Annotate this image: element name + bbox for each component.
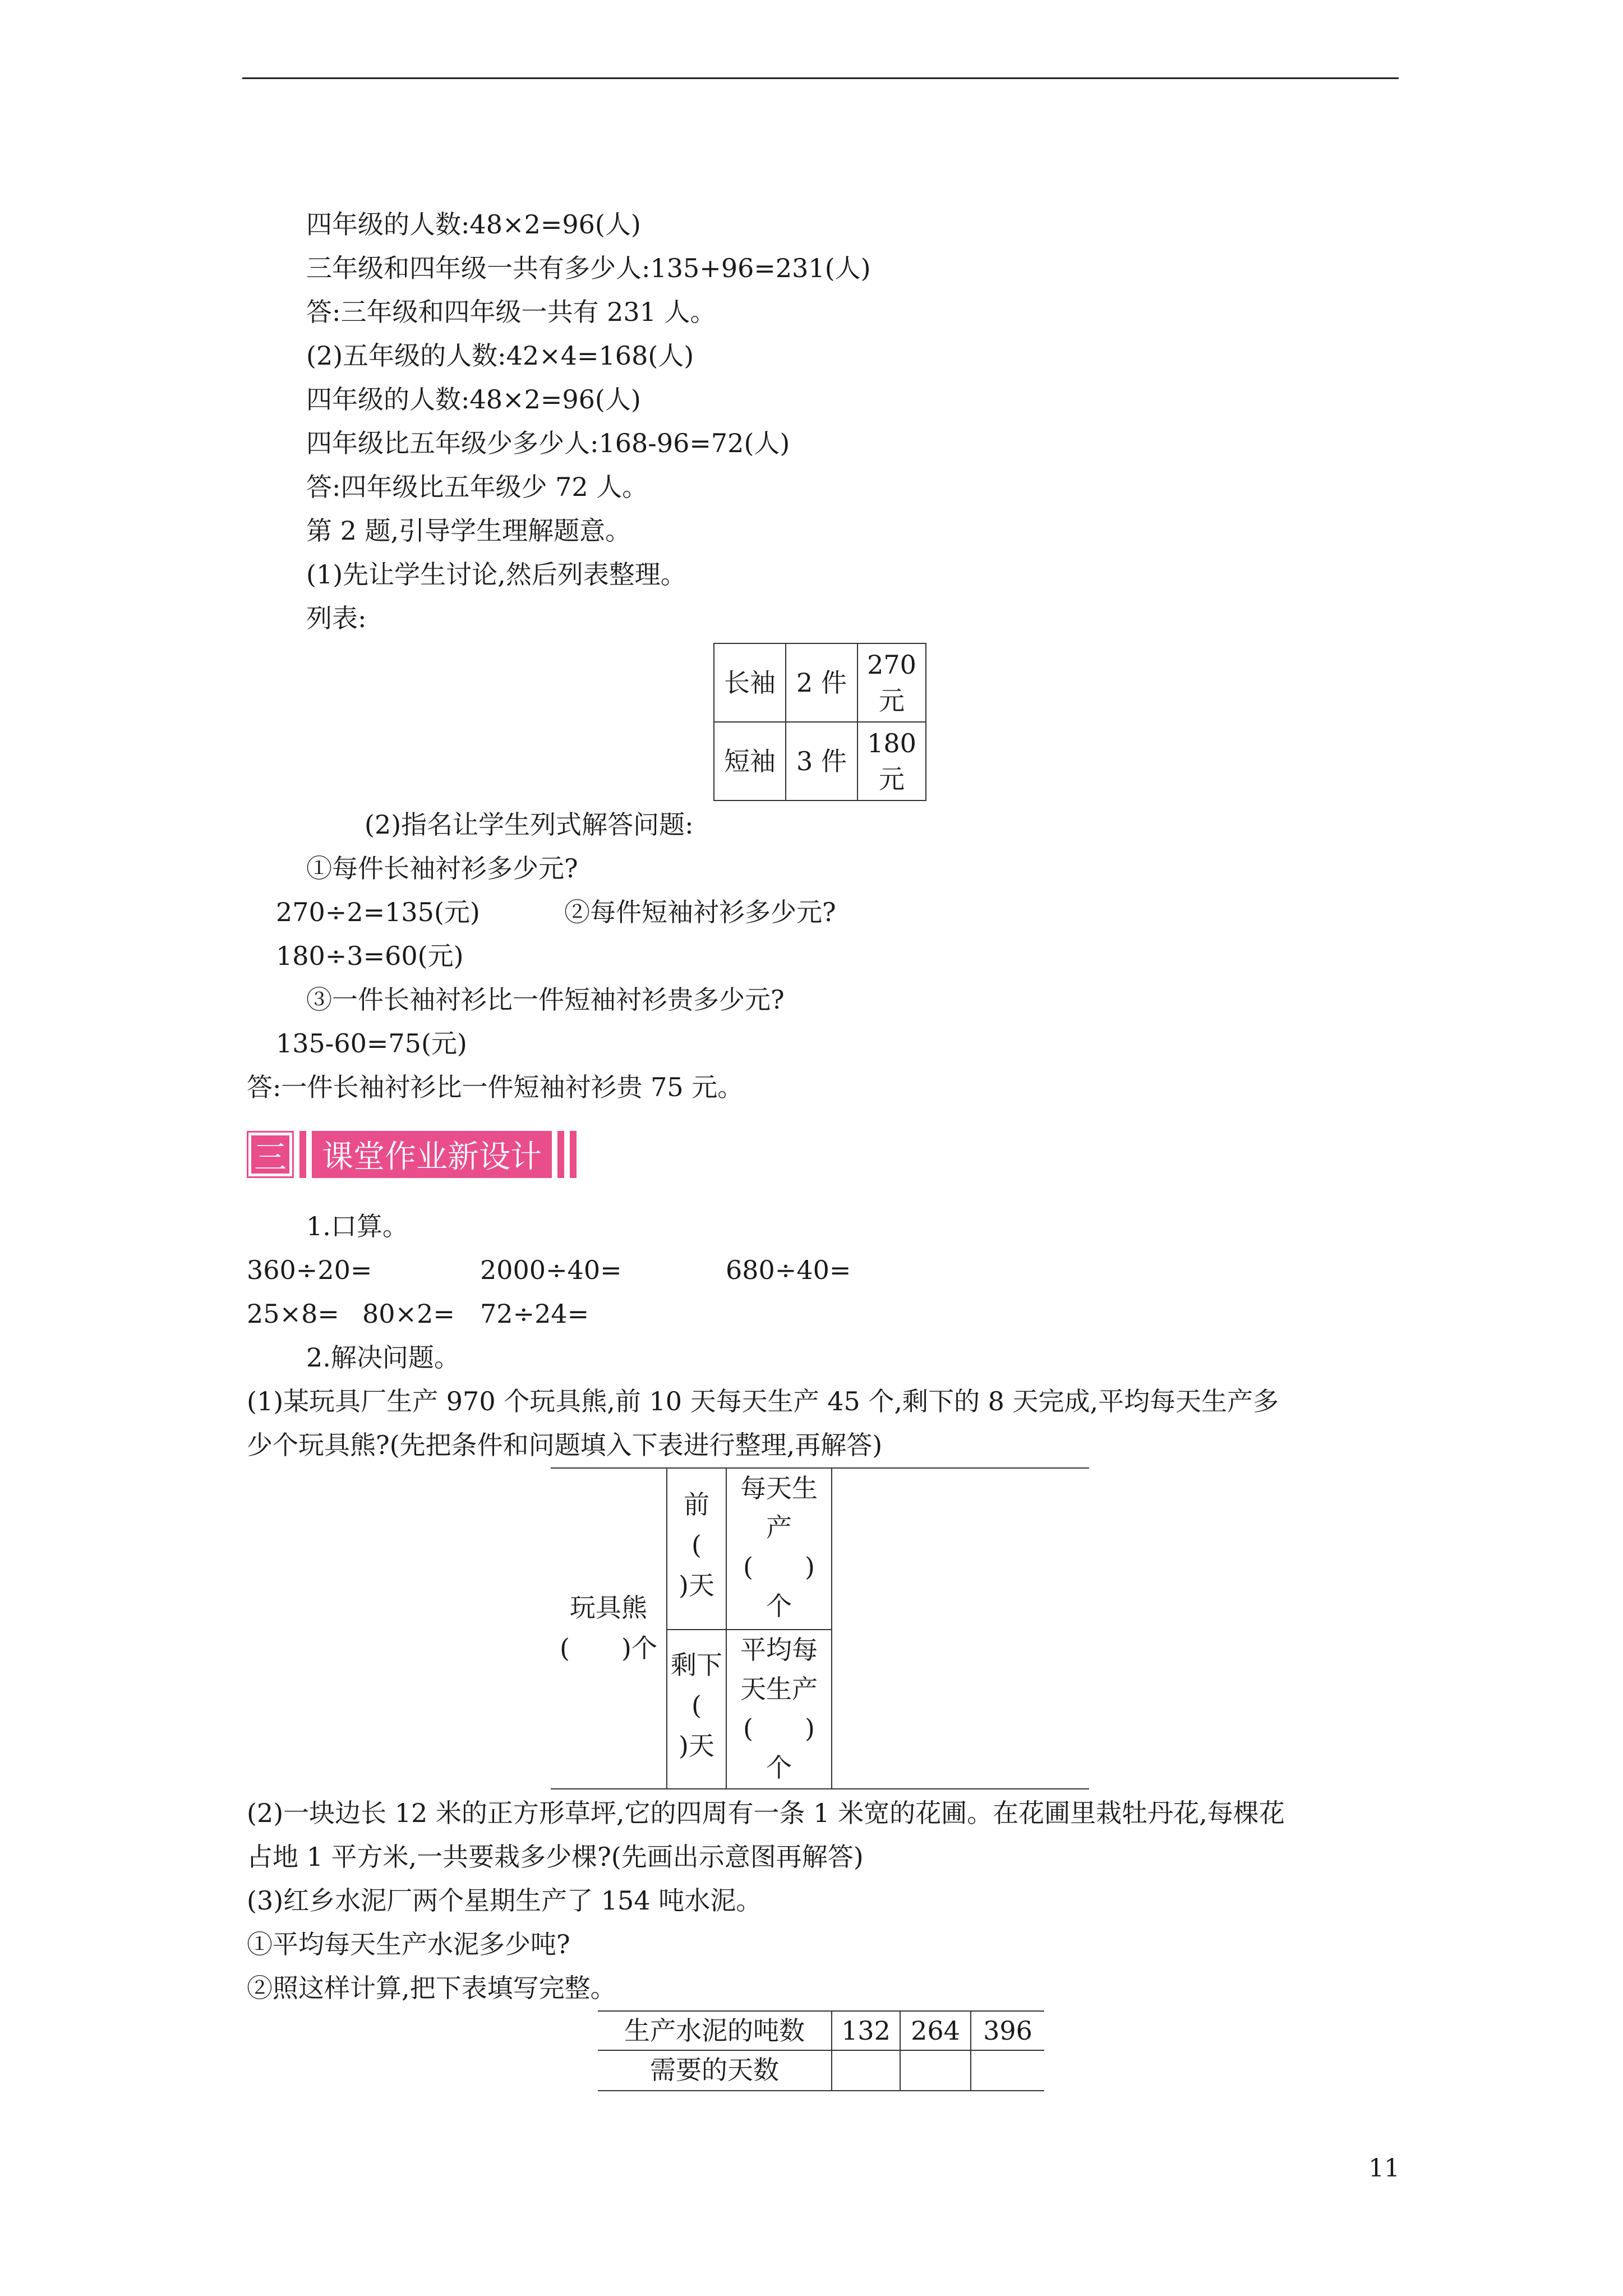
text-line: ③一件长袖衬衫比一件短袖衬衫贵多少元?	[306, 984, 785, 1015]
section-number: 三	[247, 1131, 294, 1178]
sleeve-table	[713, 643, 926, 801]
text-line: (2)指名让学生列式解答问题:	[365, 809, 694, 840]
calc-item: 25×8=	[247, 1299, 339, 1329]
text-line: 四年级的人数:48×2=96(人)	[306, 209, 641, 240]
table-cell: 短袖	[714, 722, 786, 800]
first-days-cell: 前 ( )天	[679, 1489, 714, 1600]
calc-item: 360÷20=	[247, 1255, 372, 1285]
calc-item: 72÷24=	[480, 1299, 589, 1329]
table-cell: 264	[911, 2016, 960, 2046]
table-cell: 2 件	[786, 643, 857, 722]
section-title: 课堂作业新设计	[312, 1131, 552, 1178]
page-number: 11	[1368, 2154, 1400, 2183]
average-output-cell: 平均每 天生产 ( ) 个	[740, 1635, 818, 1783]
text-line: (2)五年级的人数:42×4=168(人)	[306, 341, 694, 371]
text-line: ①平均每天生产水泥多少吨?	[247, 1929, 570, 1959]
banner-stripe	[299, 1131, 306, 1178]
text-line: 列表:	[306, 603, 367, 633]
text-line: (3)红乡水泥厂两个星期生产了 154 吨水泥。	[247, 1885, 762, 1916]
table-row	[714, 643, 926, 722]
text-line: ①每件长袖衬衫多少元?	[306, 853, 578, 884]
cement-table	[598, 2010, 1044, 2091]
text-line: 三年级和四年级一共有多少人:135+96=231(人)	[306, 253, 871, 283]
table-row	[714, 722, 926, 800]
text-line: 180÷3=60(元)	[276, 941, 464, 971]
text-line: (2)一块边长 12 米的正方形草坪,它的四周有一条 1 米宽的花圃。在花圃里栽牡丹花,每棵花	[247, 1798, 1285, 1828]
table-cell: 3 件	[786, 722, 857, 800]
calc-item: 80×2=	[362, 1299, 455, 1329]
table-rule	[598, 2090, 1044, 2091]
section-banner	[247, 1131, 577, 1178]
table-rule	[831, 1467, 832, 1789]
text-line: 1.口算。	[306, 1211, 408, 1241]
text-line: ②每件短袖衬衫多少元?	[564, 897, 836, 927]
toy-bear-label: 玩具熊 ( )个	[560, 1593, 657, 1663]
text-line: (1)先让学生讨论,然后列表整理。	[306, 559, 686, 590]
toy-bear-table	[551, 1467, 1089, 1789]
text-line: 135-60=75(元)	[276, 1028, 467, 1059]
text-line: 占地 1 平方米,一共要栽多少棵?(先画出示意图再解答)	[247, 1842, 864, 1872]
daily-output-cell: 每天生 产 ( ) 个	[740, 1473, 818, 1621]
calc-item: 2000÷40=	[480, 1255, 622, 1285]
table-rule	[551, 1788, 1089, 1789]
text-line: 四年级的人数:48×2=96(人)	[306, 384, 641, 415]
text-line: 270÷2=135(元)	[276, 897, 480, 927]
banner-stripe	[557, 1131, 564, 1178]
text-line: (1)某玩具厂生产 970 个玩具熊,前 10 天每天生产 45 个,剩下的 8 天完成,平均每天生产多	[247, 1386, 1279, 1416]
table-cell: 132	[841, 2016, 891, 2046]
table-rule	[598, 2050, 1044, 2051]
table-cell: 270 元	[857, 643, 926, 722]
text-line: 答:四年级比五年级少 72 人。	[306, 472, 648, 502]
table-cell: 生产水泥的吨数	[624, 2016, 805, 2046]
text-line: 四年级比五年级少多少人:168-96=72(人)	[306, 428, 790, 458]
text-line: 第 2 题,引导学生理解题意。	[306, 516, 631, 546]
text-line: 少个玩具熊?(先把条件和问题填入下表进行整理,再解答)	[247, 1430, 883, 1460]
table-cell: 396	[983, 2016, 1032, 2046]
table-cell: 需要的天数	[650, 2055, 779, 2085]
header-rule	[242, 77, 1399, 79]
text-line: ②照这样计算,把下表填写完整。	[247, 1973, 616, 2003]
table-rule	[598, 2010, 1044, 2012]
calc-item: 680÷40=	[726, 1255, 851, 1285]
table-cell: 180 元	[857, 722, 926, 800]
remaining-days-cell: 剩下 ( )天	[671, 1650, 722, 1761]
table-cell: 长袖	[714, 643, 786, 722]
text-line: 答:一件长袖衬衫比一件短袖衬衫贵 75 元。	[247, 1072, 744, 1102]
text-line: 答:三年级和四年级一共有 231 人。	[306, 297, 716, 327]
banner-stripe	[570, 1131, 577, 1178]
text-line: 2.解决问题。	[306, 1342, 460, 1373]
